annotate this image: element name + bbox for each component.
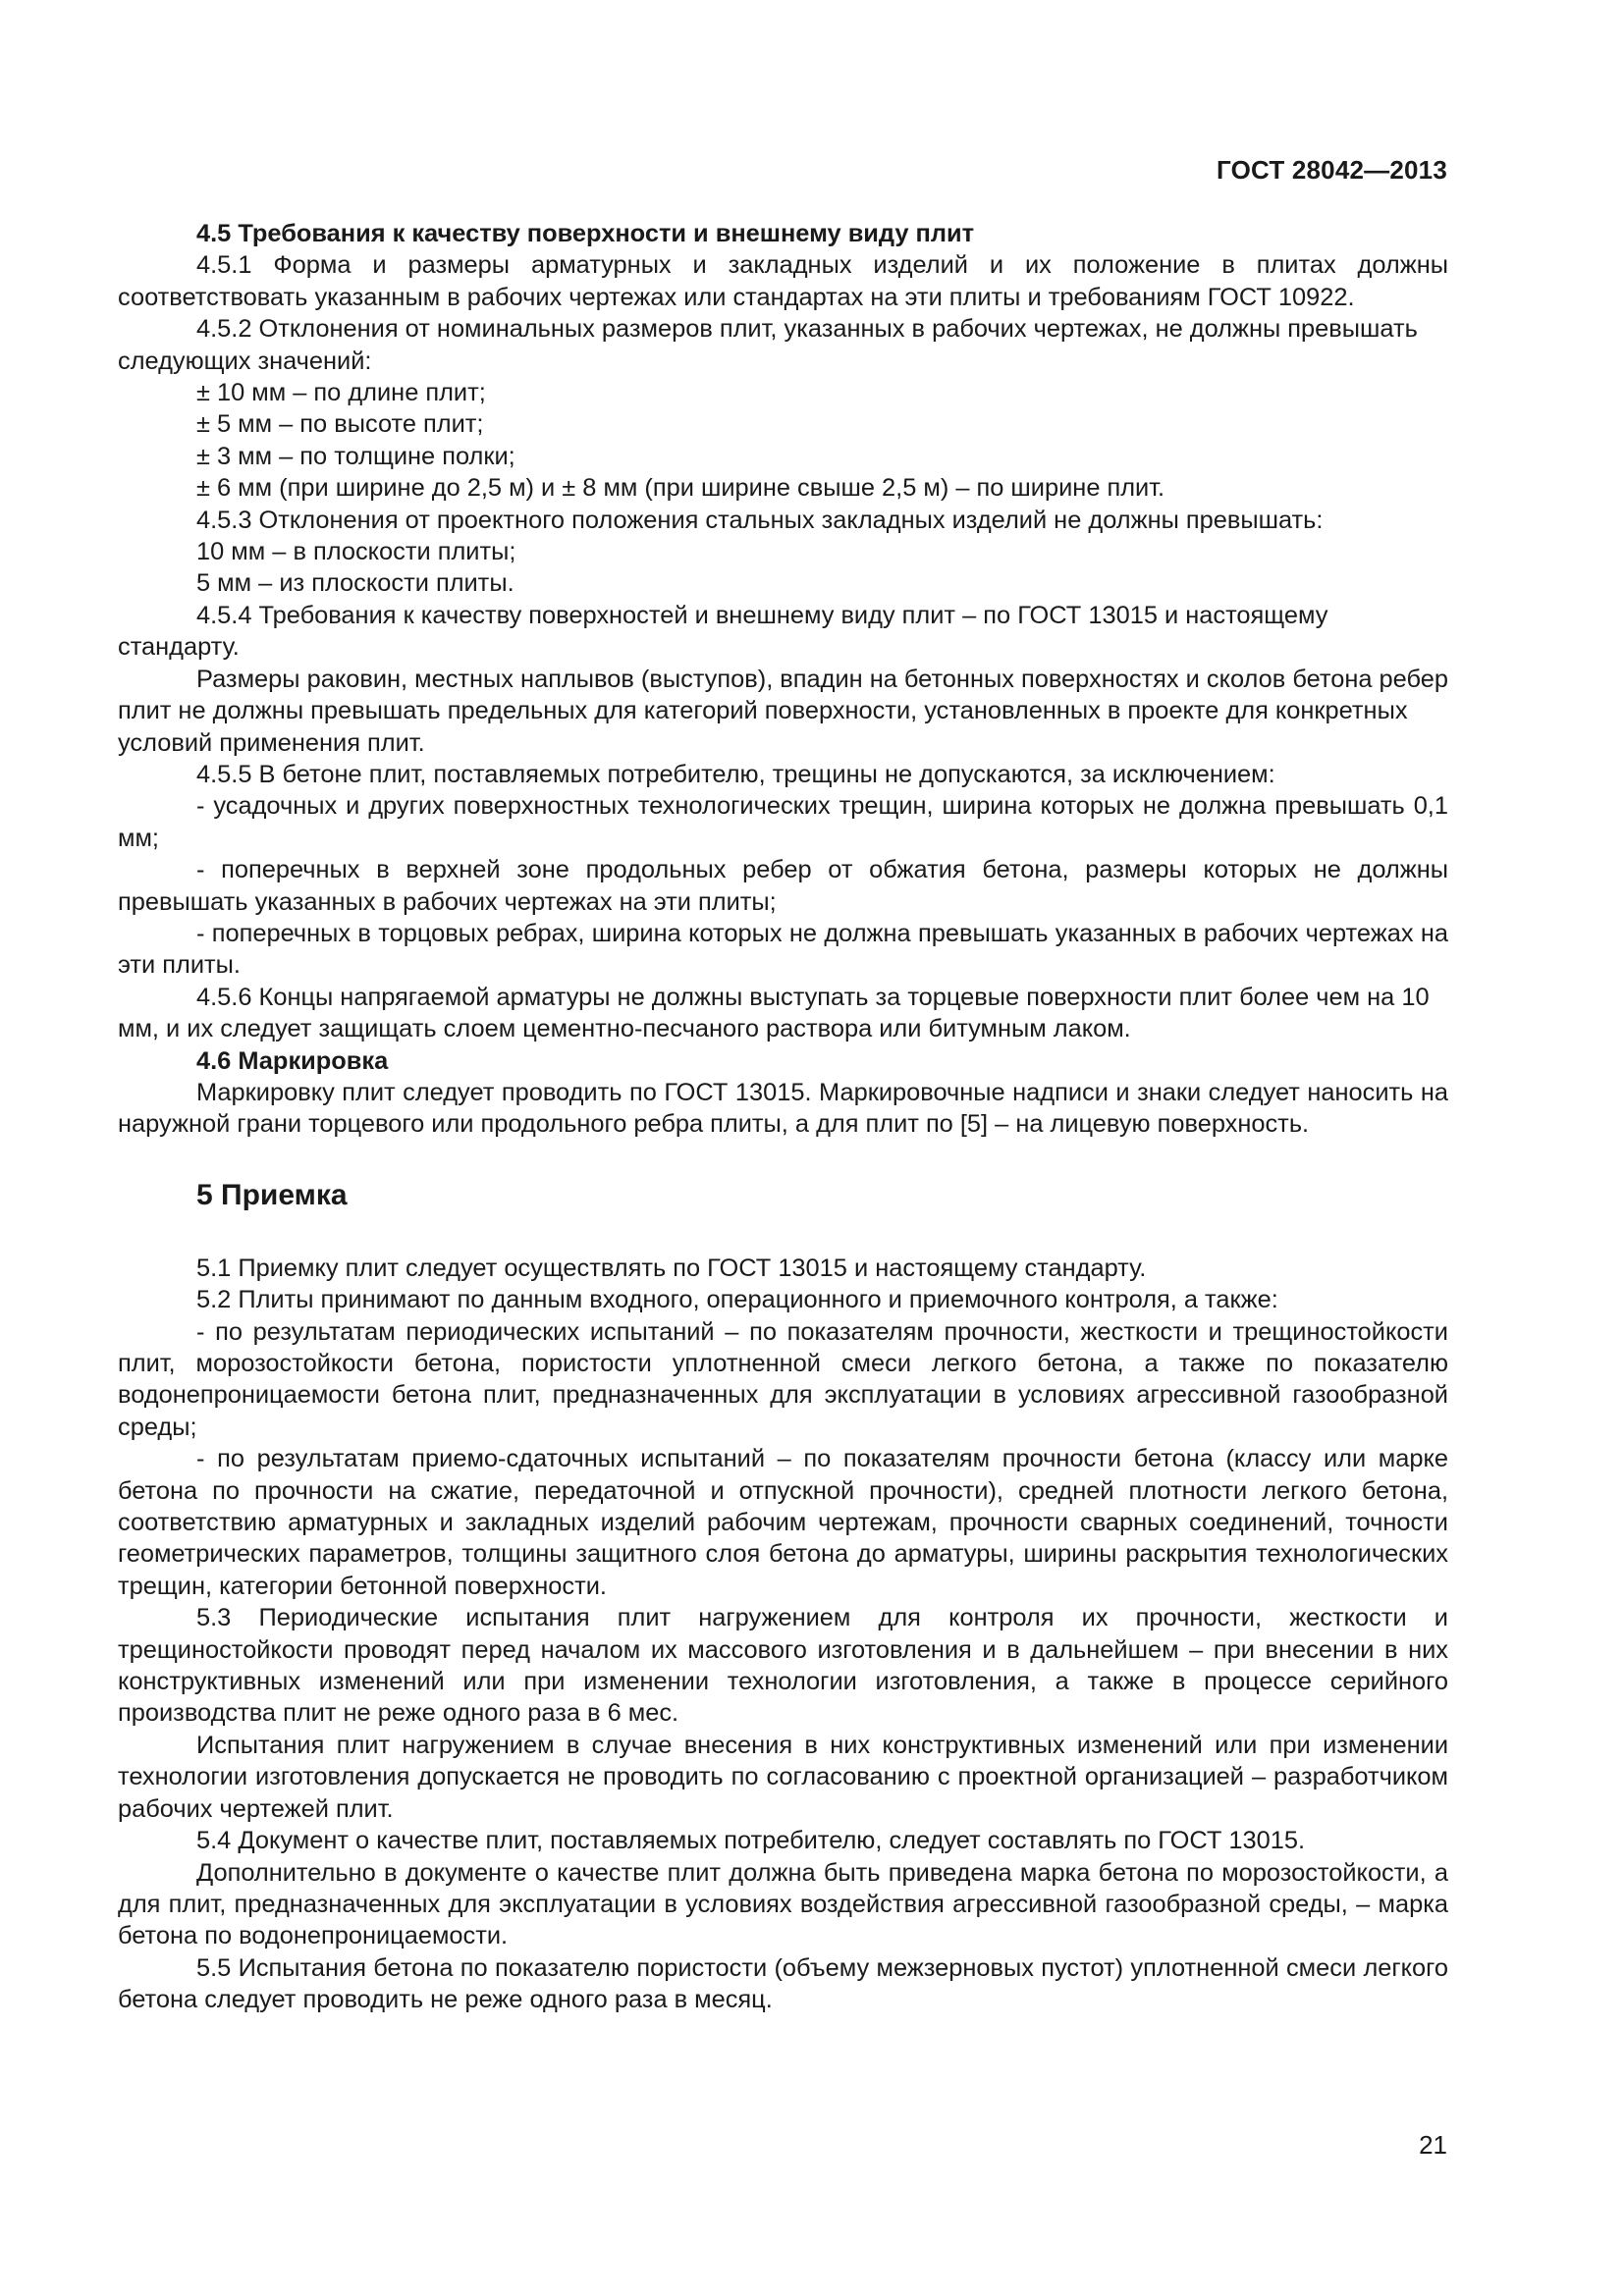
subsection-heading-4-6: 4.6 Маркировка (196, 1046, 389, 1075)
paragraph-4-5-2: 4.5.2 Отклонения от номинальных размеров плит, указанных в рабочих чертежах, не должны превышать следующих значений: (118, 315, 1418, 375)
subsection-heading-4-5: 4.5 Требования к качеству поверхности и внешнему виду плит (196, 220, 975, 247)
paragraph-5-1: 5.1 Приемку плит следует осуществлять по ГОСТ 13015 и настоящему стандарту. (196, 1254, 1147, 1282)
list-item-shrinkage-cracks: - усадочных и других поверхностных технологических трещин, ширина которых не должна превышать 0,1 мм; (118, 792, 1448, 852)
list-item-tolerance-width: ± 6 мм (при ширине до 2,5 м) и ± 8 мм (при ширине свыше 2,5 м) – по ширине плит. (196, 474, 1165, 503)
section-heading-5: 5 Приемка (196, 1178, 348, 1211)
paragraph-4-5-6: 4.5.6 Концы напрягаемой арматуры не должны выступать за торцевые поверхности плит более чем на 10 мм, и их следует защищать слоем цементно-песчаного раствора или битумным лаком. (118, 983, 1430, 1043)
paragraph-5-2: 5.2 Плиты принимают по данным входного, операционного и приемочного контроля, а также: (196, 1286, 1278, 1314)
list-item-tolerance-flange: ± 3 мм – по толщине полки; (196, 442, 515, 470)
document-body (118, 218, 1448, 2016)
list-item-transverse-cracks-ends: - поперечных в торцовых ребрах, ширина которых не должна превышать указанных в рабочих чертежах на эти плиты. (118, 919, 1448, 980)
list-item-tolerance-height: ± 5 мм – по высоте плит; (196, 410, 484, 439)
paragraph-marking: Маркировку плит следует проводить по ГОСТ 13015. Маркировочные надписи и знаки следует наносить на наружной грани торцевого или продольного ребра плиты, а для плит по [5] – на лицевую поверхность. (118, 1078, 1448, 1139)
paragraph-4-5-5: 4.5.5 В бетоне плит, поставляемых потребителю, трещины не допускаются, за исключением: (196, 760, 1275, 788)
paragraph-5-5: 5.5 Испытания бетона по показателю пористости (объему межзерновых пустот) уплотненной смеси легкого бетона следует проводить не реже одного раза в месяц. (118, 1953, 1448, 2014)
paragraph-5-3: 5.3 Периодические испытания плит нагружением для контроля их прочности, жесткости и трещиностойкости проводят перед началом их массового изготовления и в дальнейшем – при внесении в них конструктивных изменений или при изменении технологии изготовления, а также в процессе серийного производства плит не реже одного раза в 6 мес. (118, 1604, 1448, 1728)
paragraph-5-4: 5.4 Документ о качестве плит, поставляемых потребителю, следует составлять по ГОСТ 13015. (196, 1827, 1306, 1855)
list-item-transverse-cracks-ribs: - поперечных в верхней зоне продольных ребер от обжатия бетона, размеры которых не должны превышать указанных в рабочих чертежах на эти плиты; (118, 856, 1448, 916)
paragraph-4-5-4: 4.5.4 Требования к качеству поверхностей и внешнему виду плит – по ГОСТ 13015 и настоящему стандарту. (118, 601, 1328, 662)
paragraph-4-5-3: 4.5.3 Отклонения от проектного положения стальных закладных изделий не должны превышать: (196, 506, 1324, 534)
list-item-periodic-tests: - по результатам периодических испытаний – по показателям прочности, жесткости и трещиностойкости плит, морозостойкости бетона, пористости уплотненной смеси легкого бетона, а также по показателю водонепроницаемости бетона плит, предназначенных для эксплуатации в условиях агрессивной газообразной среды; (118, 1317, 1448, 1441)
list-item-tolerance-length: ± 10 мм – по длине плит; (196, 379, 486, 407)
list-item-in-plane: 10 мм – в плоскости плиты; (196, 538, 516, 566)
page-number: 21 (1419, 2130, 1447, 2160)
paragraph-load-testing: Испытания плит нагружением в случае внесения в них конструктивных изменений или при изменении технологии изготовления допускается не проводить по согласованию с проектной организацией – разработчиком рабочих чертежей плит. (118, 1731, 1448, 1823)
paragraph-quality-document: Дополнительно в документе о качестве плит должна быть приведена марка бетона по морозостойкости, а для плит, предназначенных для эксплуатации в условиях воздействия агрессивной газообразной среды, – марка бетона по водонепроницаемости. (118, 1858, 1448, 1950)
list-item-acceptance-tests: - по результатам приемо-сдаточных испытаний – по показателям прочности бетона (классу или марке бетона по прочности на сжатие, передаточной и отпускной прочности), средней плотности легкого бетона, соответствию арматурных и закладных изделий рабочим чертежам, прочности сварных соединений, точности геометрических параметров, толщины защитного слоя бетона до арматуры, ширины раскрытия технологических трещин, категории бетонной поверхности. (118, 1445, 1448, 1600)
list-item-out-of-plane: 5 мм – из плоскости плиты. (196, 569, 514, 598)
paragraph-4-5-1: 4.5.1 Форма и размеры арматурных и закладных изделий и их положение в плитах должны соответствовать указанным в рабочих чертежах или стандартах на эти плиты и требованиям ГОСТ 10922. (118, 251, 1448, 311)
paragraph-surface-defects: Размеры раковин, местных наплывов (выступов), впадин на бетонных поверхностях и сколов бетона ребер плит не должны превышать предельных для категорий поверхности, установленных в проекте для конкретных условий применения плит. (118, 665, 1448, 757)
standard-code-header: ГОСТ 28042—2013 (1217, 155, 1447, 185)
